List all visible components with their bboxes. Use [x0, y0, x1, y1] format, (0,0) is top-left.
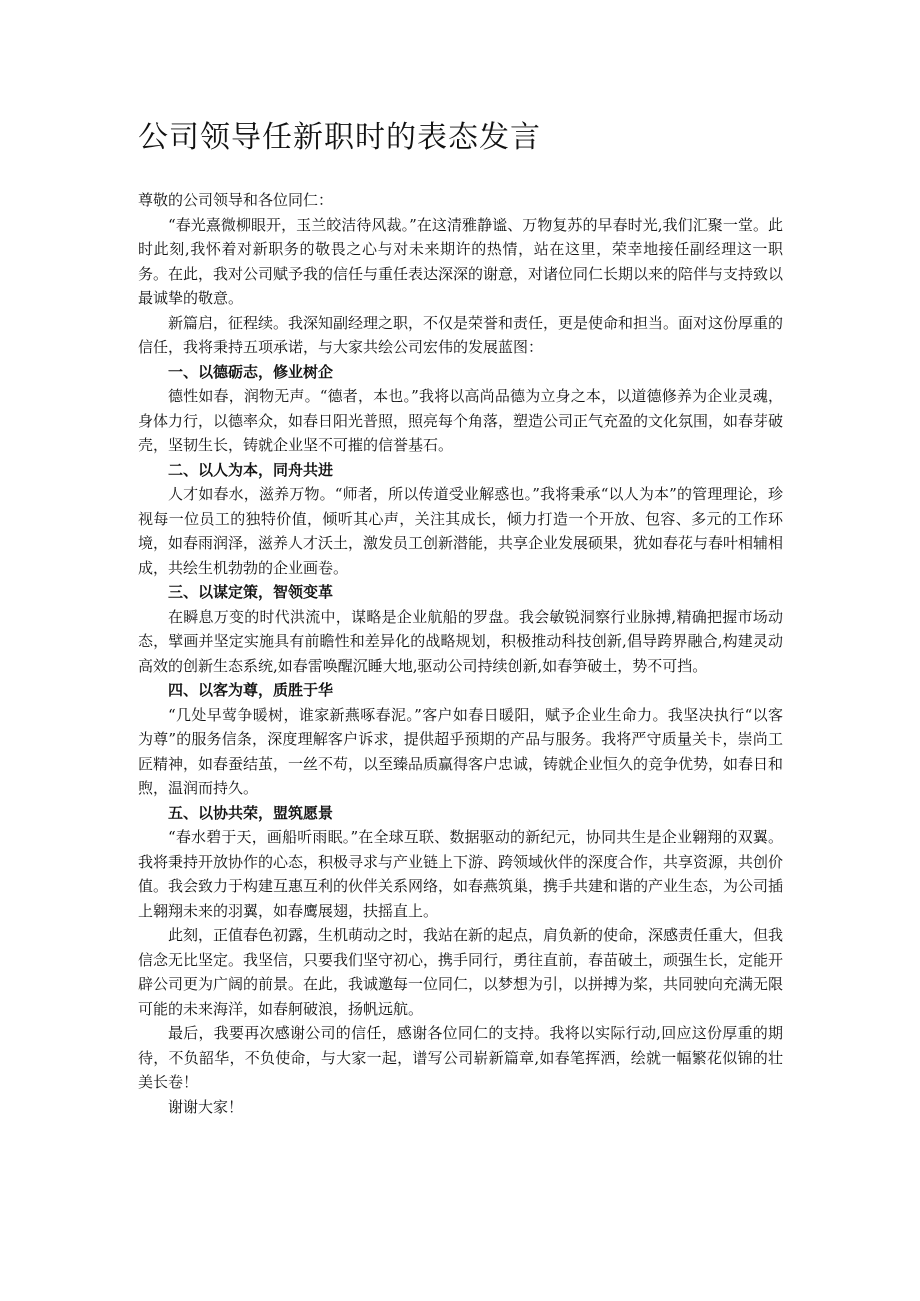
paragraph-section-1: 德性如春，润物无声。“德者，本也。”我将以高尚品德为立身之本，以道德修养为企业灵魂，身体力行，以德率众，如春日阳光普照，照亮每个角落，塑造公司正气充盈的文化氛围，如春芽破壳，坚韧生长，铸就企业坚不可摧的信誉基石。 [138, 387, 784, 454]
section-heading-3: 三、以谋定策，智领变革 [168, 583, 334, 601]
paragraph-closing-thanks: 最后，我要再次感谢公司的信任，感谢各位同仁的支持。我将以实际行动,回应这份厚重的期待，不负韶华，不负使命，与大家一起，谱写公司崭新篇章,如春笔挥洒，绘就一幅繁花似锦的壮美长卷！ [138, 1024, 783, 1091]
paragraph-sign-off: 谢谢大家！ [168, 1097, 244, 1116]
section-heading-5: 五、以协共荣，盟筑愿景 [168, 803, 334, 822]
paragraph-section-2: 人才如春水，滋养万物。“师者，所以传道受业解惑也。”我将秉承“以人为本”的管理理论，珍视每一位员工的独特价值，倾听其心声，关注其成长，倾力打造一个开放、包容、多元的工作环境，如春雨润泽，滋养人才沃土，激发员工创新潜能，共享企业发展硕果，犹如春花与春叶相辅相成，共绘生机勃勃的企业画卷。 [138, 485, 784, 577]
paragraph-section-5: “春水碧于天，画船听雨眠。”在全球互联、数据驱动的新纪元，协同共生是企业翱翔的双翼。我将秉持开放协作的心态，积极寻求与产业链上下游、跨领域伙伴的深度合作，共享资源，共创价值。我会致力于构建互惠互利的伙伴关系网络，如春燕筑巢，携手共建和谐的产业生态，为公司插上翱翔未来的羽翼，如春鹰展翅，扶摇直上。 [138, 828, 784, 920]
section-heading-1: 一、以德砺志，修业树企 [168, 362, 334, 381]
section-heading-2: 二、以人为本，同舟共进 [168, 460, 334, 479]
greeting: 尊敬的公司领导和各位同仁： [138, 191, 334, 209]
paragraph-commitments-intro: 新篇启，征程续。我深知副经理之职，不仅是荣誉和责任，更是使命和担当。面对这份厚重的信任，我将秉持五项承诺，与大家共绘公司宏伟的发展蓝图： [138, 313, 784, 356]
paragraph-opening: “春光熹微柳眼开，玉兰皎洁待风裁。”在这清雅静谧、万物复苏的早春时光,我们汇聚一堂。此时此刻,我怀着对新职务的敬畏之心与对未来期许的热情，站在这里，荣幸地接任副经理这一职务。在此，我对公司赋予我的信任与重任表达深深的谢意，对诸位同仁长期以来的陪伴与支持致以最诚挚的敬意。 [138, 215, 784, 307]
document-page [138, 118, 783, 1119]
paragraph-section-3: 在瞬息万变的时代洪流中，谋略是企业航船的罗盘。我会敏锐洞察行业脉搏,精确把握市场动态，擘画并坚定实施具有前瞻性和差异化的战略规划，积极推动科技创新,倡导跨界融合,构建灵动高效的创新生态系统,如春雷唤醒沉睡大地,驱动公司持续创新,如春笋破土，势不可挡。 [138, 607, 783, 675]
paragraph-closing-resolve: 此刻，正值春色初露，生机萌动之时，我站在新的起点，肩负新的使命，深感责任重大，但我信念无比坚定。我坚信，只要我们坚守初心，携手同行，勇往直前，春苗破土，顽强生长，定能开辟公司更为广阔的前景。在此，我诚邀每一位同仁，以梦想为引，以拼搏为桨，共同驶向充满无限可能的未来海洋，如春舸破浪，扬帆远航。 [138, 926, 784, 1018]
section-heading-4: 四、以客为尊，质胜于华 [168, 681, 334, 699]
document-title: 公司领导任新职时的表态发言 [138, 120, 541, 155]
paragraph-section-4: “几处早莺争暖树，谁家新燕啄春泥。”客户如春日暖阳，赋予企业生命力。我坚决执行“以客为尊”的服务信条，深度理解客户诉求，提供超乎预期的产品与服务。我将严守质量关卡，崇尚工匠精神，如春蚕结茧，一丝不苟，以至臻品质赢得客户忠诚，铸就企业恒久的竞争优势，如春日和煦，温润而持久。 [138, 705, 784, 797]
